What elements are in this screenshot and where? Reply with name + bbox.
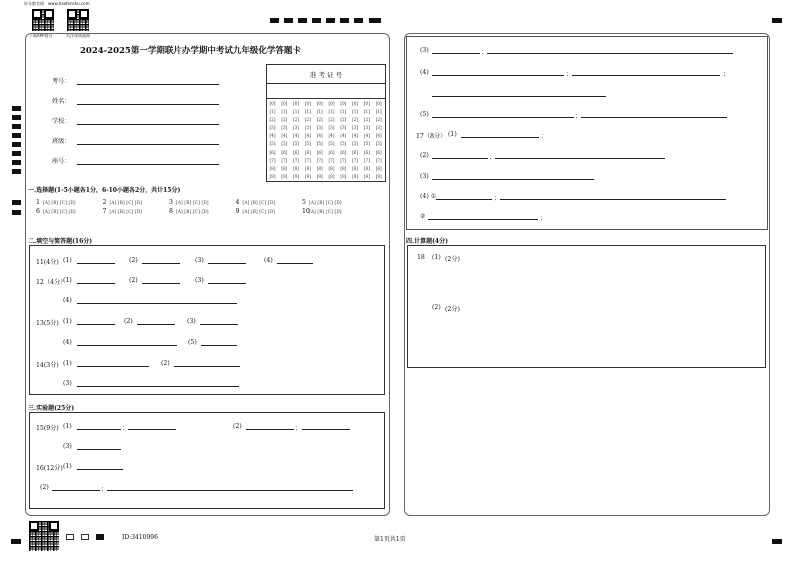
experiment-answer-box (29, 412, 385, 509)
q11-part1: (1) (63, 257, 72, 264)
choice-option-bubbles[interactable]: [A] [B] [C] [D] (242, 200, 276, 205)
choice-option-bubbles[interactable]: [A] [B] [C] [D] (176, 200, 209, 205)
q13-label: 13(5分) (36, 320, 59, 327)
q17-blank5b[interactable] (581, 117, 727, 118)
qr-caption-follow: 关注成绩通知 (66, 33, 90, 38)
corner-mark-bottom-left (11, 539, 21, 544)
choice-question-number: 9 (235, 208, 240, 215)
exam-number-column[interactable]: [0] [1] [2] [3] [4] [5] [6] [7] [8] [9] (328, 101, 335, 179)
q14-blank1[interactable] (77, 366, 149, 367)
choice-question-number: 2 (102, 199, 107, 206)
exam-number-column[interactable]: [0] [1] [2] [3] [4] [5] [6] [7] [8] [9] (304, 101, 311, 179)
section-title-calc: 四.计算题(4分) (406, 238, 448, 245)
q15-label: 15(9分) (36, 425, 59, 432)
q15-part1: (1) (63, 423, 72, 430)
q17-sep4c: ； (494, 195, 501, 202)
q15-blank2a[interactable] (246, 429, 294, 430)
q17-blank1[interactable] (461, 137, 539, 138)
q17-blank4b[interactable] (572, 75, 720, 76)
q17-part1: (1) (448, 131, 457, 138)
q17-sep5: ； (575, 113, 582, 120)
field-line-exam-no[interactable] (77, 84, 219, 85)
choice-question-number: 6 (36, 208, 40, 215)
q17-part4b: ② (420, 213, 426, 220)
q12-part4: (4) (63, 297, 72, 304)
q13-part3: (3) (187, 318, 196, 325)
q16-blank2b[interactable] (107, 490, 353, 491)
q17-label: 17（8分） (416, 133, 447, 140)
q16-blank2a[interactable] (52, 490, 100, 491)
qr-caption-download: 下载APP查分 (29, 33, 53, 38)
q17-part4a: (4) ① (420, 193, 437, 200)
q17-part5: (5) (420, 111, 429, 118)
q14-part1: (1) (63, 360, 72, 367)
q14-blank3[interactable] (77, 386, 239, 387)
q16-label: 16(12分) (36, 465, 63, 472)
q17-blank2b[interactable] (495, 158, 665, 159)
q18-part2: (2) (432, 304, 441, 311)
q17-blank4d[interactable] (436, 199, 492, 200)
q13-part1: (1) (63, 318, 72, 325)
exam-number-column[interactable]: [0] [1] [2] [3] [4] [5] [6] [7] [8] [9] (281, 101, 288, 179)
q13-blank4[interactable] (77, 345, 177, 346)
q15-part2: (2) (233, 423, 242, 430)
choice-option-bubbles[interactable]: [A] [B] [C] [D] (309, 209, 342, 214)
choice-question-number: 1 (36, 199, 40, 206)
q11-blank3[interactable] (208, 263, 246, 264)
q11-blank1[interactable] (77, 263, 115, 264)
field-line-class[interactable] (77, 144, 219, 145)
field-label-seat: 座号： (52, 158, 71, 165)
q18-label: 18 (417, 254, 425, 261)
q13-part4: (4) (63, 339, 72, 346)
answer-sheet-qr-code (29, 521, 59, 551)
field-label-exam-no: 考号： (52, 78, 71, 85)
q11-part2: (2) (129, 257, 138, 264)
choice-option-bubbles[interactable]: [A] [B] [C] [D] (309, 200, 342, 205)
section-title-fill: 二.填空与简答题(16分) (28, 238, 93, 245)
field-label-class: 班级： (52, 138, 71, 145)
footer-box-2 (81, 534, 89, 540)
q12-blank1[interactable] (77, 283, 115, 284)
exam-number-column[interactable]: [0] [1] [2] [3] [4] [5] [6] [7] [8] [9] (269, 101, 276, 179)
q18-score1: (2分) (445, 256, 460, 263)
q14-part2: (2) (161, 360, 170, 367)
field-line-seat[interactable] (77, 164, 219, 165)
exam-number-column[interactable]: [0] [1] [2] [3] [4] [5] [6] [7] [8] [9] (293, 101, 300, 179)
field-line-school[interactable] (77, 124, 219, 125)
site-text: 好分数官网：www.haofenshu.com (24, 1, 90, 6)
exam-number-column[interactable]: [0] [1] [2] [3] [4] [5] [6] [7] [8] [9] (316, 101, 323, 179)
field-line-name[interactable] (77, 104, 219, 105)
choice-option-bubbles[interactable]: [A] [B] [C] [D] (43, 200, 76, 205)
q16-blank1[interactable] (77, 469, 123, 470)
exam-number-column[interactable]: [0] [1] [2] [3] [4] [5] [6] [7] [8] [9] (340, 101, 347, 179)
q15-blank3[interactable] (77, 449, 121, 450)
q11-part4: (4) (264, 257, 273, 264)
q15-sep2: ； (295, 425, 302, 432)
q16-part2: (2) (40, 484, 49, 491)
q17-blank3c[interactable] (432, 179, 594, 180)
q17-blank4c[interactable] (432, 96, 606, 97)
exam-number-column[interactable]: [0] [1] [2] [3] [4] [5] [6] [7] [8] [9] (363, 101, 370, 179)
q13-blank3[interactable] (200, 324, 238, 325)
choice-option-bubbles[interactable]: [A] [B] [C] [D] (176, 209, 209, 214)
q18-score2: (2分) (445, 306, 460, 313)
q17-sep2: ； (489, 154, 496, 161)
q17-continuation-box (406, 36, 768, 230)
q12-blank3[interactable] (208, 283, 246, 284)
exam-number-column[interactable]: [0] [1] [2] [3] [4] [5] [6] [7] [8] [9] (375, 101, 382, 179)
q12-part1: (1) (63, 277, 72, 284)
choice-question-number: 4 (235, 199, 240, 206)
footer-box-1 (66, 534, 74, 540)
q16-part1: (1) (63, 463, 72, 470)
calc-answer-box (407, 245, 766, 368)
q14-blank2[interactable] (174, 366, 240, 367)
q15-blank1a[interactable] (77, 429, 121, 430)
fill-answer-box (29, 245, 385, 395)
q13-blank2[interactable] (137, 324, 175, 325)
choice-option-bubbles[interactable]: [A] [B] [C] [D] (43, 209, 76, 214)
q12-part2: (2) (129, 277, 138, 284)
q16-sep: ； (101, 486, 108, 493)
q11-label: 11(4分) (36, 259, 59, 266)
q17-sep1: ； (541, 133, 548, 140)
section-title-choice: 一.选择题(1-5小题各1分，6-10小题各2分，共计15分) (28, 187, 181, 194)
q11-blank4[interactable] (277, 263, 313, 264)
q17-part3: (3) (420, 47, 429, 54)
q12-label: 12（4分） (36, 279, 67, 286)
exam-number-column[interactable]: [0] [1] [2] [3] [4] [5] [6] [7] [8] [9] (352, 101, 359, 179)
q11-part3: (3) (195, 257, 204, 264)
q17-blank4a[interactable] (432, 75, 564, 76)
q12-blank2[interactable] (142, 283, 180, 284)
q14-label: 14(3分) (36, 362, 59, 369)
q14-part3: (3) (63, 380, 72, 387)
q15-blank1b[interactable] (128, 429, 176, 430)
q17-blank3a[interactable] (432, 53, 480, 54)
q15-blank2b[interactable] (302, 429, 350, 430)
q17-part2: (2) (420, 152, 429, 159)
q17-blank4f[interactable] (428, 219, 538, 220)
q13-part2: (2) (124, 318, 133, 325)
q17-blank2a[interactable] (432, 158, 488, 159)
card-title: 2024-2025第一学期联片办学期中考试九年级化学答题卡 (80, 46, 301, 56)
choice-option-bubbles[interactable]: [A] [B] [C] [D] (109, 209, 143, 214)
choice-question-number: 10 (302, 208, 310, 215)
q12-part3: (3) (195, 277, 204, 284)
q17-sep3: ； (481, 49, 488, 56)
q13-part5: (5) (188, 339, 197, 346)
q17-sep4a: ； (566, 71, 573, 78)
q17-blank4e[interactable] (500, 199, 726, 200)
q17-blank5a[interactable] (432, 117, 574, 118)
download-qr-code (32, 9, 54, 31)
choice-option-bubbles[interactable]: [A] [B] [C] [D] (242, 209, 276, 214)
q15-part3: (3) (63, 443, 72, 450)
section-title-experiment: 三.实验题(25分) (28, 405, 75, 412)
field-label-name: 姓名： (52, 98, 71, 105)
sheet-id: ID:3410996 (122, 534, 158, 541)
q17-part4-top: (4) (420, 69, 429, 76)
q18-part1: (1) (432, 254, 441, 261)
q15-sep1: ； (122, 425, 129, 432)
choice-question-number: 3 (169, 199, 173, 206)
choice-question-number: 7 (102, 208, 107, 215)
q17-part3b: (3) (420, 173, 429, 180)
q17-sep4b: ； (723, 71, 730, 78)
page-number: 第1页共1页 (374, 536, 406, 543)
q12-blank4[interactable] (77, 303, 237, 304)
exam-number-title: 准 考 证 号 (309, 71, 343, 79)
choice-question-number: 8 (169, 208, 173, 215)
q13-blank1[interactable] (77, 324, 115, 325)
footer-mark (96, 534, 104, 540)
q17-blank3b[interactable] (487, 53, 733, 54)
follow-qr-code (67, 9, 89, 31)
q13-blank5[interactable] (201, 345, 237, 346)
q11-blank2[interactable] (142, 263, 180, 264)
corner-mark-bottom-right (772, 539, 782, 544)
choice-option-bubbles[interactable]: [A] [B] [C] [D] (109, 200, 143, 205)
choice-question-number: 5 (302, 199, 306, 206)
q17-sep4d: ； (540, 215, 547, 222)
field-label-school: 学校： (52, 118, 71, 125)
